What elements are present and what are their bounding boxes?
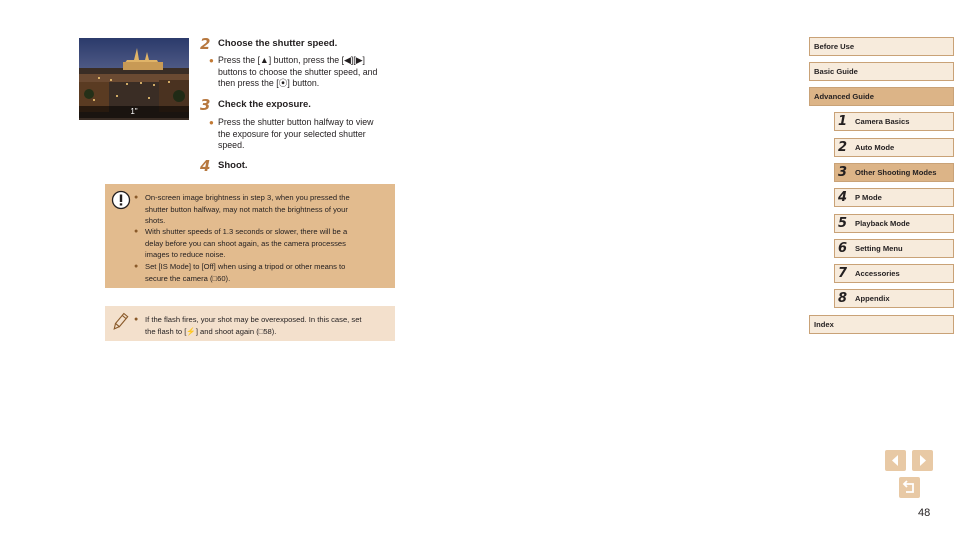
- return-icon: [899, 477, 920, 498]
- page-number: 48: [918, 507, 931, 519]
- caution-item: [134, 226, 381, 261]
- bullet-dot-icon: ●: [209, 56, 214, 65]
- caution-icon: [111, 190, 131, 210]
- bullet-dot-icon: ●: [134, 228, 139, 235]
- previous-page-button[interactable]: [885, 450, 906, 471]
- chapter-label: Setting Menu: [855, 244, 903, 253]
- caution-item: [134, 261, 381, 284]
- caution-line: shutter button halfway, may not match the brightness of your: [145, 204, 348, 214]
- caution-item: [134, 192, 381, 227]
- bullet-line: Press the shutter button halfway to view: [218, 117, 374, 127]
- chapter-number: 6: [838, 241, 848, 256]
- chapter-number: 3: [838, 165, 848, 180]
- chapter-label: Other Shooting Modes: [855, 168, 937, 177]
- step-title: Choose the shutter speed.: [218, 38, 338, 49]
- nav-advanced-guide[interactable]: Advanced Guide: [809, 87, 954, 106]
- sample-photo: [79, 38, 189, 120]
- step-3-bullet: [209, 117, 398, 152]
- chapter-label: Playback Mode: [855, 219, 910, 228]
- chapter-number: 5: [838, 216, 848, 231]
- chapter-number: 8: [838, 291, 848, 306]
- arrow-right-icon: [912, 450, 933, 471]
- caution-line: Set [IS Mode] to [Off] when using a tripod or other means to: [145, 262, 346, 271]
- bullet-line: Press the [▲] button, press the [◀][▶]: [218, 55, 365, 65]
- bullet-dot-icon: ●: [134, 263, 139, 270]
- bullet-line: the exposure for your selected shutter: [218, 128, 366, 139]
- bullet-line: speed.: [218, 140, 245, 150]
- chapter-number: 2: [838, 140, 848, 155]
- next-page-button[interactable]: [912, 450, 933, 471]
- bullet-dot-icon: ●: [134, 316, 139, 323]
- nav-chapter-2[interactable]: [834, 138, 954, 157]
- step-number: 2: [200, 35, 211, 53]
- nav-index[interactable]: Index: [809, 315, 954, 334]
- chapter-number: 1: [838, 114, 848, 129]
- chapter-label: P Mode: [855, 193, 882, 202]
- caution-line: With shutter speeds of 1.3 seconds or slower, there will be a: [145, 227, 348, 236]
- nav-chapter-7[interactable]: [834, 264, 954, 283]
- caution-line: secure the camera (□60).: [145, 273, 231, 283]
- nav-before-use[interactable]: Before Use: [809, 37, 954, 56]
- chapter-label: Camera Basics: [855, 117, 910, 126]
- nav-basic-guide[interactable]: Basic Guide: [809, 62, 954, 81]
- chapter-label: Appendix: [855, 294, 890, 303]
- step-number: 4: [200, 157, 211, 175]
- step-2-bullet: [209, 55, 398, 90]
- hint-line: If the flash fires, your shot may be overexposed. In this case, set: [145, 315, 362, 324]
- step-title: Shoot.: [218, 160, 248, 171]
- nav-chapter-3[interactable]: [834, 163, 954, 182]
- nav-chapter-5[interactable]: [834, 214, 954, 233]
- nav-chapter-6[interactable]: [834, 239, 954, 258]
- shutter-speed-display: 1": [79, 106, 189, 118]
- caution-box: [105, 184, 395, 288]
- bullet-dot-icon: ●: [134, 194, 139, 201]
- chapter-label: Accessories: [855, 269, 900, 278]
- chapter-number: 7: [838, 266, 848, 281]
- nav-chapter-8[interactable]: [834, 289, 954, 308]
- hint-box: [105, 306, 395, 341]
- nav-chapter-4[interactable]: [834, 188, 954, 207]
- caution-line: On-screen image brightness in step 3, when you pressed the: [145, 193, 350, 202]
- chapter-number: 4: [838, 190, 848, 205]
- bullet-line: buttons to choose the shutter speed, and: [218, 66, 378, 77]
- bullet-line: then press the [⦿] button.: [218, 78, 320, 88]
- step-title: Check the exposure.: [218, 99, 311, 110]
- arrow-left-icon: [885, 450, 906, 471]
- caution-line: delay before you can shoot again, as the camera processes: [145, 238, 346, 248]
- pencil-icon: [110, 312, 130, 332]
- step-number: 3: [200, 96, 211, 114]
- caution-line: images to reduce noise.: [145, 250, 226, 259]
- bullet-dot-icon: ●: [209, 118, 214, 127]
- nav-chapter-1[interactable]: [834, 112, 954, 131]
- caution-line: shots.: [145, 216, 166, 225]
- return-button[interactable]: [899, 477, 920, 498]
- chapter-label: Auto Mode: [855, 143, 895, 152]
- hint-line: the flash to [⚡] and shoot again (□58).: [145, 326, 277, 336]
- hint-item: [134, 314, 390, 337]
